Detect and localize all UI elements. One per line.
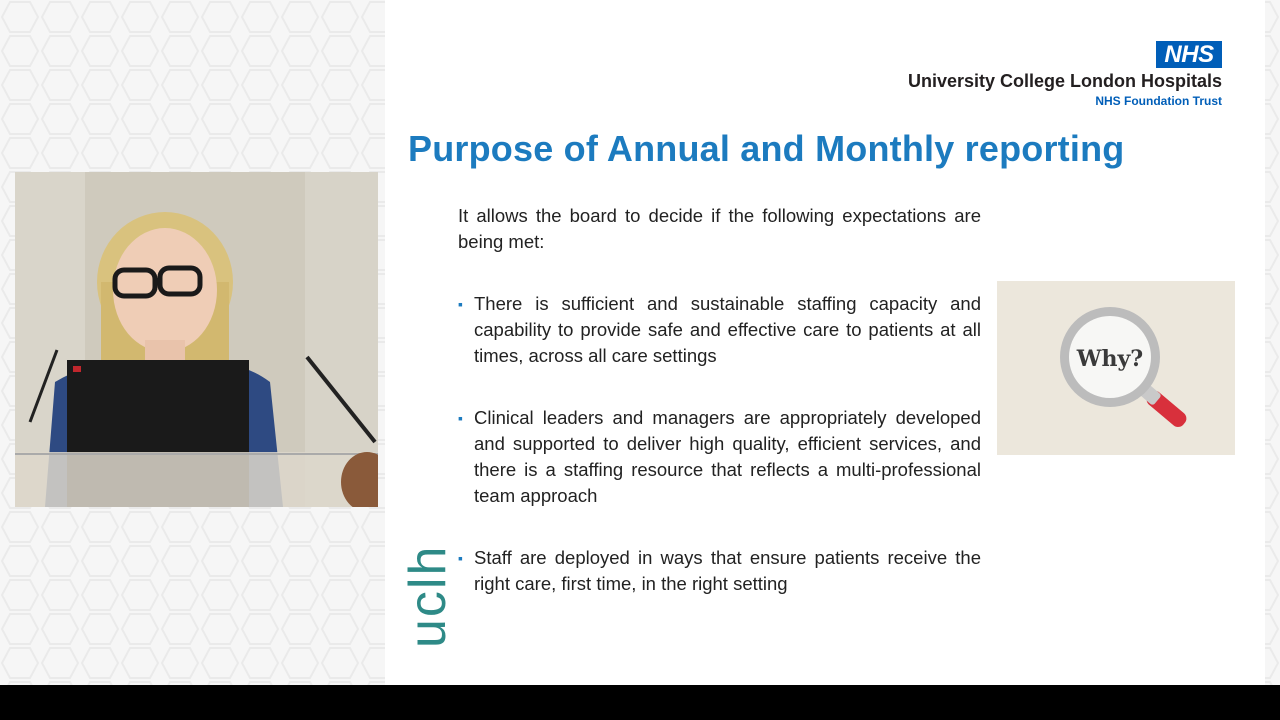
bullet-marker-icon: ▪ bbox=[458, 296, 463, 312]
slide-title: Purpose of Annual and Monthly reporting bbox=[408, 128, 1125, 169]
uclh-logo-text: uclh bbox=[399, 544, 457, 648]
bullet-marker-icon: ▪ bbox=[458, 550, 463, 566]
nhs-logo: NHS bbox=[1156, 41, 1222, 68]
speaker-video bbox=[15, 172, 378, 507]
bullet-list bbox=[458, 291, 981, 597]
uclh-logo bbox=[398, 518, 457, 648]
bullet-marker-icon: ▪ bbox=[458, 410, 463, 426]
bullet-text: Clinical leaders and managers are appropriately developed and supported to deliver high quality, efficient services, and there is a staffing resource that reflects a multi-professional team approach bbox=[474, 407, 981, 506]
slide-intro: It allows the board to decide if the following expectations are being met: bbox=[458, 205, 981, 252]
organisation-name: University College London Hospitals bbox=[907, 71, 1222, 91]
why-text: Why? bbox=[1076, 346, 1144, 372]
organisation-subtitle: NHS Foundation Trust bbox=[1095, 94, 1222, 108]
bullet-item bbox=[458, 545, 981, 597]
bullet-text: There is sufficient and sustainable staffing capacity and capability to provide safe and effective care to patients at all times, across all care settings bbox=[474, 293, 981, 366]
bullet-item bbox=[458, 291, 981, 369]
magnifier-icon bbox=[997, 281, 1235, 455]
why-image bbox=[997, 281, 1235, 455]
speaker-video-icon bbox=[15, 172, 378, 507]
bullet-item bbox=[458, 405, 981, 509]
letterbox-bar bbox=[0, 685, 1280, 720]
bullet-text: Staff are deployed in ways that ensure patients receive the right care, first time, in the right setting bbox=[474, 547, 981, 594]
